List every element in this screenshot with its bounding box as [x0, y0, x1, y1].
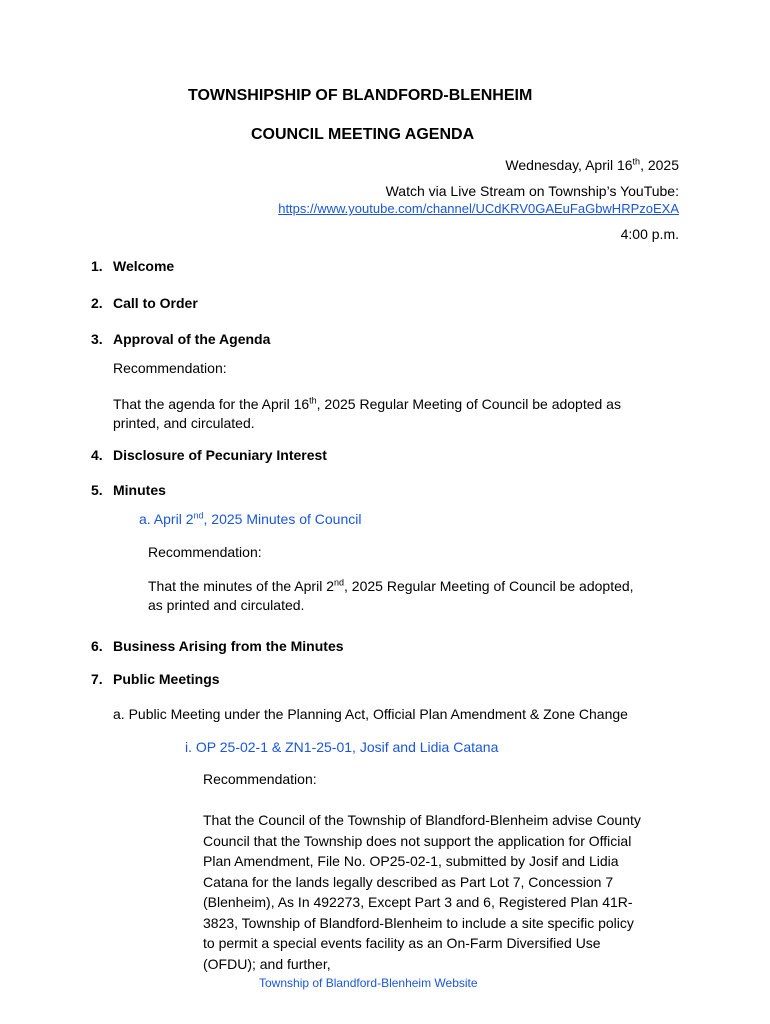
recommendation-line: Catana for the lands legally described as Part Lot 7, Concession 7: [203, 873, 614, 890]
minutes-recommendation: [148, 577, 634, 615]
item-business-arising: [91, 638, 344, 654]
recommendation-line: That the Council of the Township of Blandford-Blenheim advise County: [203, 812, 641, 828]
item-call-to-order: [91, 295, 198, 311]
recommendation-line: (OFDU); and further,: [203, 955, 331, 972]
recommendation-line: Plan Amendment, File No. OP25-02-1, submitted by Josif and Lidia: [203, 853, 619, 869]
rec-text: [113, 395, 621, 414]
application-link[interactable]: i. OP 25-02-1 & ZN1-25-01, Josif and Lidia Catana: [185, 739, 499, 755]
item-label: Call to Order: [113, 295, 198, 311]
item-label: Public Meetings: [113, 671, 220, 687]
township-name: TOWNSHIPSHIP OF BLANDFORD-BLENHEIM: [188, 87, 533, 104]
item-public-meetings: [91, 671, 220, 687]
page-title: COUNCIL MEETING AGENDA: [251, 126, 475, 143]
item-number: 2.: [91, 295, 103, 311]
date-text: Wednesday, April 16: [505, 157, 633, 173]
item-number: 5.: [91, 482, 103, 498]
rec-part: That the minutes of the April 2: [148, 578, 334, 594]
meeting-time: 4:00 p.m.: [620, 226, 679, 242]
item-disclosure: [91, 447, 327, 463]
recommendation-line: [148, 577, 634, 596]
recommendation-line: (Blenheim), As In 492273, Except Part 3 and 6, Registered Plan 41R-: [203, 894, 633, 910]
public-meeting-subitem: a. Public Meeting under the Planning Act, Official Plan Amendment & Zone Change: [113, 706, 628, 722]
item-minutes: [91, 482, 166, 498]
item-label: Minutes: [113, 482, 166, 498]
rec-part: That the agenda for the April 16: [113, 396, 310, 412]
meeting-date: [505, 157, 679, 173]
item-welcome: [91, 258, 174, 274]
item-label: Approval of the Agenda: [113, 331, 271, 347]
rec-sup: nd: [334, 577, 345, 588]
item-approval-agenda: [91, 331, 270, 347]
rec-sup: th: [309, 395, 317, 406]
youtube-link[interactable]: https://www.youtube.com/channel/UCdKRV0GAEuFaGbwHRPzoEXA: [278, 201, 679, 216]
item-number: 1.: [91, 258, 103, 274]
recommendation-label: Recommendation:: [203, 771, 317, 787]
recommendation-line: Council that the Township does not support the application for Official: [203, 832, 632, 849]
recommendation-line: 3823, Township of Blandford-Blenheim to include a site specific policy: [203, 914, 634, 931]
date-sup: th: [632, 156, 641, 167]
minutes-link-text: , 2025 Minutes of Council: [203, 511, 362, 527]
item-number: 4.: [91, 447, 103, 463]
recommendation-label: Recommendation:: [148, 544, 262, 560]
item-label: Disclosure of Pecuniary Interest: [113, 447, 327, 463]
item-number: 7.: [91, 671, 103, 687]
item-number: 3.: [91, 331, 103, 347]
recommendation-line: as printed and circulated.: [148, 597, 305, 613]
minutes-link[interactable]: [139, 510, 361, 529]
stream-text: Watch via Live Stream on Township’s YouTube:: [385, 183, 679, 199]
item-number: 6.: [91, 638, 103, 654]
recommendation-line: [113, 395, 680, 414]
rec-part: , 2025 Regular Meeting of Council be adopted as: [316, 396, 621, 412]
recommendation-line: to permit a special events facility as an On-Farm Diversified Use: [203, 935, 601, 951]
minutes-link-sup: nd: [193, 510, 204, 521]
footer-website-link[interactable]: Township of Blandford-Blenheim Website: [259, 976, 478, 990]
rec-part: , 2025 Regular Meeting of Council be adopted,: [344, 578, 634, 594]
date-year: , 2025: [640, 157, 679, 173]
agenda-recommendation: [113, 395, 680, 433]
item-label: Business Arising from the Minutes: [113, 638, 344, 654]
recommendation-line: printed, and circulated.: [113, 415, 255, 431]
minutes-link-text: a. April 2: [139, 511, 194, 527]
public-meeting-recommendation: [203, 810, 641, 974]
item-label: Welcome: [113, 258, 175, 274]
recommendation-label: Recommendation:: [113, 360, 227, 376]
